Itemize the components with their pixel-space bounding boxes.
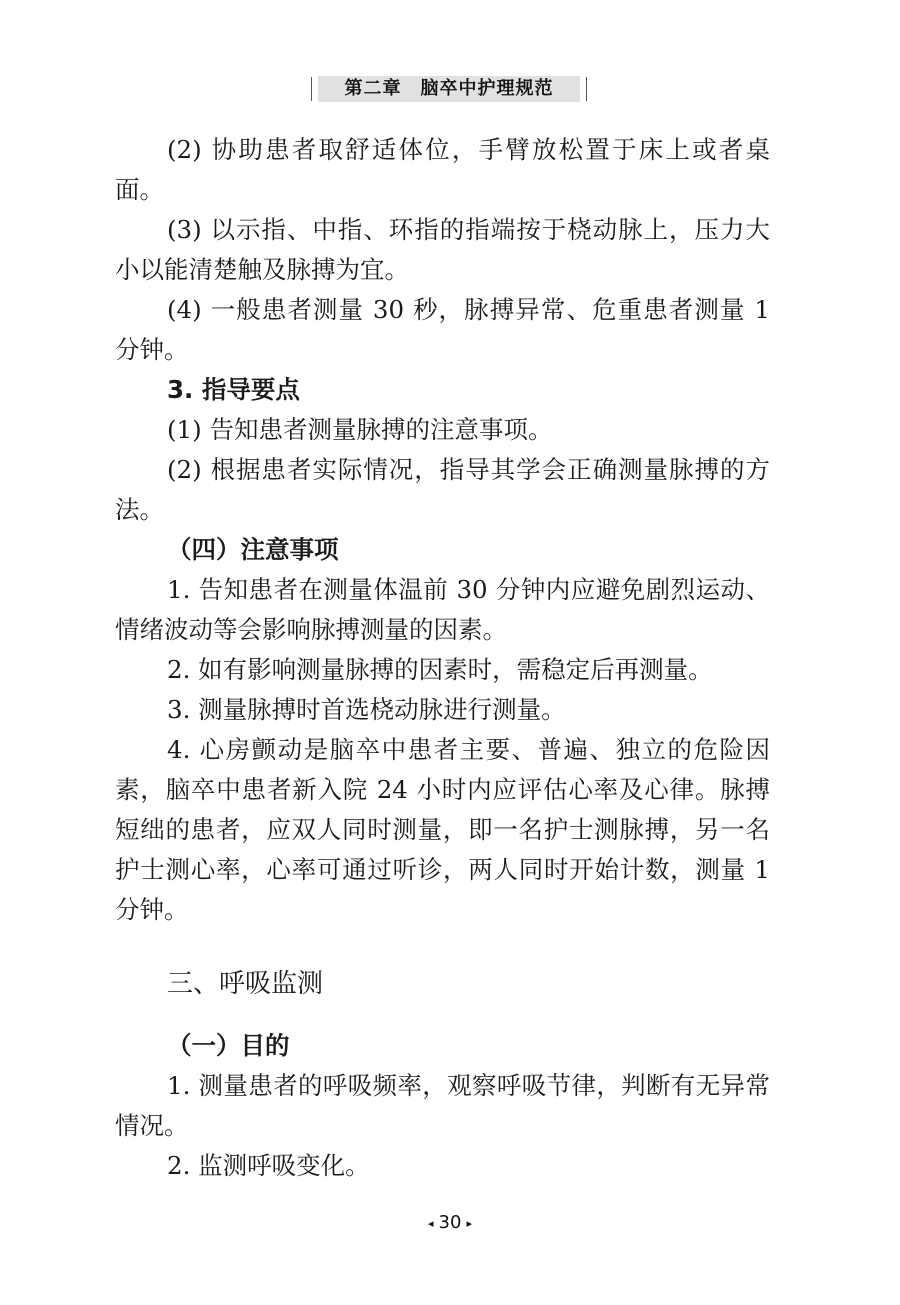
running-header: [0, 70, 900, 110]
subheading-guidance: 3. 指导要点: [167, 375, 300, 404]
paragraph: (1) 告知患者测量脉搏的注意事项。: [167, 415, 553, 444]
paragraph: 2. 监测呼吸变化。: [167, 1151, 370, 1180]
paragraph: 4. 心房颤动是脑卒中患者主要、普遍、独立的危险因素，脑卒中患者新入院 24 小时内应评估心率及心律。脉搏短绌的患者，应双人同时测量，即一名护士测脉搏，另一名护士测心率，心率可通过听诊，两人同时开始计数，测量 1 分钟。: [115, 735, 770, 924]
page-footer: [0, 1212, 900, 1233]
header-right-rule: [586, 77, 587, 101]
paragraph: (2) 协助患者取舒适体位，手臂放松置于床上或者桌面。: [115, 135, 770, 204]
subheading-purpose: （一）目的: [167, 1031, 290, 1060]
page-number: 30: [438, 1212, 462, 1233]
page-body: [115, 130, 770, 1186]
paragraph: (2) 根据患者实际情况，指导其学会正确测量脉搏的方法。: [115, 455, 770, 524]
section-heading: 三、呼吸监测: [167, 969, 324, 999]
paragraph: 1. 告知患者在测量体温前 30 分钟内应避免剧烈运动、情绪波动等会影响脉搏测量的因素。: [115, 575, 770, 644]
paragraph: 3. 测量脉搏时首选桡动脉进行测量。: [167, 695, 566, 724]
left-triangle-icon: ◂: [428, 1216, 434, 1230]
header-left-rule: [311, 77, 312, 101]
paragraph: 1. 测量患者的呼吸频率，观察呼吸节律，判断有无异常情况。: [115, 1071, 770, 1140]
right-triangle-icon: ▸: [466, 1216, 472, 1230]
chapter-title: 第二章 脑卒中护理规范: [318, 76, 580, 102]
paragraph: (4) 一般患者测量 30 秒，脉搏异常、危重患者测量 1 分钟。: [115, 295, 770, 364]
paragraph: 2. 如有影响测量脉搏的因素时，需稳定后再测量。: [167, 655, 713, 684]
paragraph: (3) 以示指、中指、环指的指端按于桡动脉上，压力大小以能清楚触及脉搏为宜。: [115, 215, 770, 284]
subheading-notes: （四）注意事项: [167, 535, 339, 564]
